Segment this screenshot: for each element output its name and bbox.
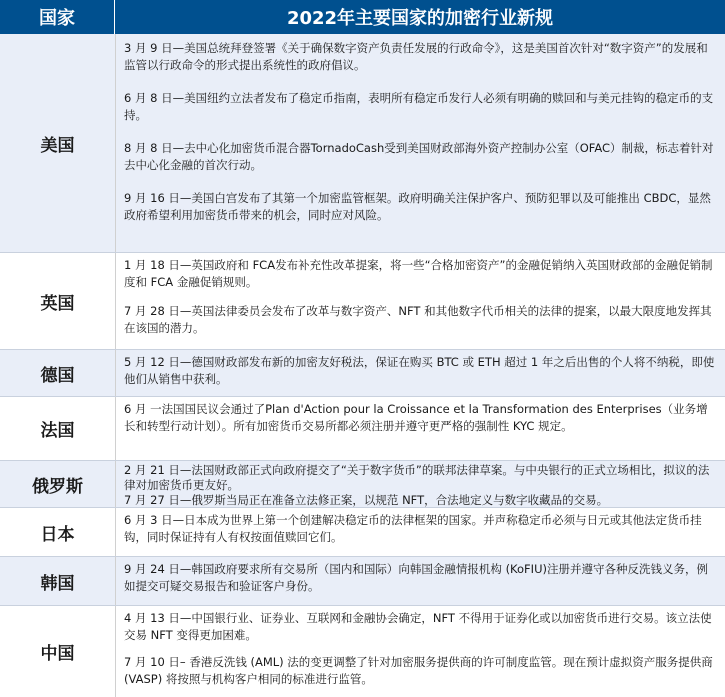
regulation-entries <box>115 253 725 349</box>
table-title: 2022年主要国家的加密行业新规 <box>115 0 725 34</box>
country-name: 俄罗斯 <box>32 477 83 497</box>
country-name: 中国 <box>40 644 75 664</box>
regulation-entry: 8 月 8 日—去中心化加密货币混合器TornadoCash受到美国财政部海外资产控制办公室（OFAC）制裁，标志着针对去中心化金融的首次行动。 <box>124 141 714 172</box>
regulation-entries <box>115 461 725 508</box>
regulation-entries <box>115 397 725 460</box>
regulation-entry: 7 月 27 日—俄罗斯当局正在准备立法修正案，以规范 NFT，合法地定义与数字收藏品的交易。 <box>124 493 609 507</box>
regulation-entry: 5 月 12 日—德国财政部发布新的加密友好税法，保证在购买 BTC 或 ETH 超过 1 年之后出售的个人将不纳税，即使他们从销售中获利。 <box>124 355 715 386</box>
country-name: 美国 <box>40 135 75 156</box>
country-name: 德国 <box>40 365 75 386</box>
regulation-entry: 9 月 16 日—美国白宫发布了其第一个加密监管框架。政府明确关注保护客户、预防犯罪以及可能推出 CBDC，显然政府希望利用加密货币带来的机会，同时应对风险。 <box>124 191 711 222</box>
regulation-entry: 1 月 18 日—英国政府和 FCA发布补充性改革提案，将一些“合格加密资产”的金融促销纳入英国财政部的金融促销制度和 FCA 金融促销规则。 <box>124 258 713 289</box>
regulation-entry: 6 月 一法国国民议会通过了Plan d'Action pour la Croissance et la Transformation des Enterprises（业务增长和转型行动计划）。所有加密货币交易所都必须注册并遵守更严格的强制性 KYC 规定。 <box>124 402 708 433</box>
country-name: 日本 <box>40 524 75 545</box>
regulation-entries <box>115 350 725 396</box>
regulation-entry: 7 月 28 日—英国法律委员会发布了改革与数字资产、NFT 和其他数字代币相关的法律的提案，以最大限度地发挥其在该国的潜力。 <box>124 304 712 335</box>
regulation-entry: 6 月 8 日—美国纽约立法者发布了稳定币指南，表明所有稳定币发行人必须有明确的赎回和与美元挂钩的稳定币的支持。 <box>124 91 714 122</box>
regulation-entries <box>115 508 725 556</box>
country-column-header: 国家 <box>0 0 115 34</box>
regulation-entries <box>115 557 725 605</box>
regulation-entry: 4 月 13 日—中国银行业、证券业、互联网和金融协会确定，NFT 不得用于证券化或以加密货币进行交易。该立法使交易 NFT 变得更加困难。 <box>124 611 712 642</box>
country-row-china <box>0 606 725 697</box>
country-name: 英国 <box>40 293 75 314</box>
country-row-uk <box>0 253 725 349</box>
table-header <box>0 0 725 34</box>
country-row-japan <box>0 508 725 556</box>
regulation-entry: 6 月 3 日—日本成为世界上第一个创建解决稳定币的法律框架的国家。并声称稳定币必须与日元或其他法定货币挂钩，同时保证持有人有权按面值赎回它们。 <box>124 513 702 544</box>
regulation-entry: 3 月 9 日—美国总统拜登签署《关于确保数字资产负责任发展的行政命令》，这是美国首次针对“数字资产”的发展和监管以行政命令的形式提出系统性的政府倡议。 <box>124 41 708 72</box>
country-row-usa <box>0 34 725 252</box>
country-row-germany <box>0 350 725 396</box>
country-name: 韩国 <box>40 573 75 594</box>
regulation-entries <box>115 606 725 697</box>
regulation-entries <box>115 34 725 252</box>
regulation-entry: 9 月 24 日—韩国政府要求所有交易所（国内和国际）向韩国金融情报机构 (KoFIU)注册并遵守各种反洗钱义务，例如提交可疑交易报告和验证客户身份。 <box>124 562 708 593</box>
country-row-korea <box>0 557 725 605</box>
country-row-france <box>0 397 725 460</box>
country-name: 法国 <box>40 421 75 441</box>
regulation-entry: 2 月 21 日—法国财政部正式向政府提交了“关于数字货币”的联邦法律草案。与中央银行的正式立场相比，拟议的法律对加密货币更友好。 <box>124 463 710 492</box>
regulation-entry: 7 月 10 日– 香港反洗钱 (AML) 法的变更调整了针对加密服务提供商的许可制度监管。现在预计虚拟资产服务提供商 (VASP) 将按照与机构客户相同的标准进行监管。 <box>124 655 713 686</box>
country-row-russia <box>0 461 725 508</box>
